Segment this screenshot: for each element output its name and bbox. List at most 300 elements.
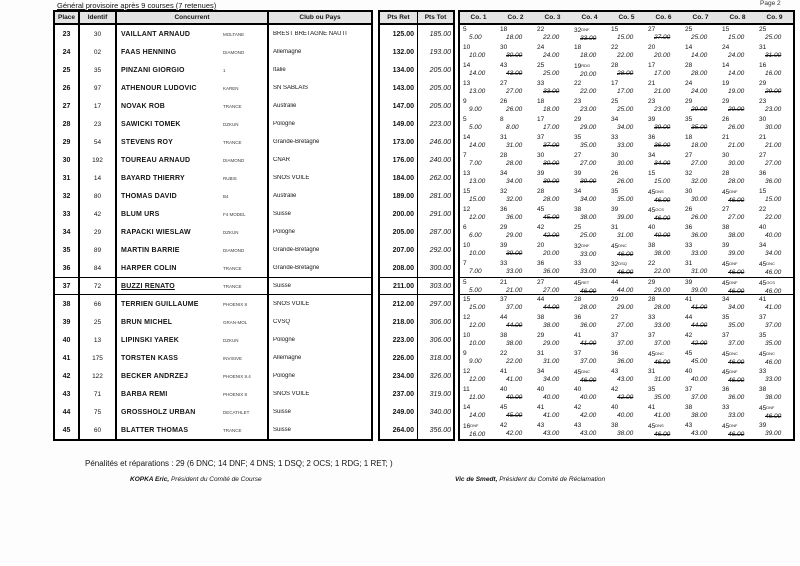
race-place (534, 152, 571, 160)
race-place-number: 33 (722, 404, 730, 411)
pts-ret-value: 264.00 (392, 426, 414, 434)
race-points: 38.00 (543, 322, 560, 329)
race-place-number: 20 (537, 242, 545, 249)
race-place (682, 242, 719, 250)
race-place (497, 224, 534, 232)
race-points: 27.00 (617, 322, 634, 329)
pts-tot-value: 297.00 (429, 300, 451, 308)
race-score-cell (645, 79, 682, 97)
race-score-cell (756, 223, 793, 241)
pts-ret-cell (380, 223, 418, 241)
race-place (645, 206, 682, 215)
race-place-number: 29 (574, 116, 582, 123)
race-points: 30.00 (728, 160, 745, 167)
rank-value: 39 (62, 318, 71, 326)
race-points: 35.00 (728, 322, 745, 329)
race-place-number: 45 (759, 405, 767, 412)
race-place (534, 188, 571, 196)
race-place-number: 22 (759, 206, 767, 213)
race-points: 18.00 (580, 52, 597, 59)
pts-tot-cell (418, 61, 453, 79)
race-points: 30.00 (543, 160, 560, 167)
pts-tot-cell (418, 25, 453, 43)
race-points: 26.00 (728, 124, 745, 131)
race-place-number: 35 (611, 188, 619, 195)
race-place (645, 116, 682, 124)
race-place (645, 260, 682, 268)
race-score-cell (608, 169, 645, 187)
sail-number-cell (80, 61, 117, 79)
race-score-cell (460, 205, 497, 223)
boat-name: KAREN (223, 85, 239, 91)
race-score-cell (719, 421, 756, 439)
race-points: 14.00 (691, 52, 708, 59)
race-score-cell (756, 169, 793, 187)
race-place-number: 37 (611, 332, 619, 339)
club-name: Pologne (273, 121, 296, 127)
race-place-number: 9 (463, 350, 467, 357)
race-score-cell (534, 367, 571, 385)
race-points: 21.00 (765, 142, 782, 149)
boat-name: TRANCE (223, 283, 242, 289)
race-place-number: 28 (685, 62, 693, 69)
boat-name: TRANCE (223, 265, 242, 271)
race-place (497, 368, 534, 376)
race-place-number: 35 (759, 332, 767, 339)
race-score-cell (756, 205, 793, 223)
race-points: 24.00 (728, 52, 745, 59)
race-place (719, 350, 756, 359)
race-status-code: RET (581, 280, 590, 285)
competitors-table-body (55, 25, 371, 439)
race-points: 43.00 (580, 430, 597, 437)
race-place (571, 404, 608, 412)
club-cell (269, 115, 371, 133)
race-score-cell (534, 241, 571, 259)
race-points: 43.00 (691, 430, 708, 437)
race-place (645, 152, 682, 160)
race-place (460, 404, 497, 412)
race-place-number: 23 (574, 98, 582, 105)
race-points: 42.00 (617, 394, 634, 401)
race-place (719, 404, 756, 412)
competitor-name: VAILLANT ARNAUD (121, 30, 191, 38)
race-score-cell (497, 97, 534, 115)
race-points: 31.00 (691, 268, 708, 275)
race-status-code: DNF (729, 189, 738, 194)
race-place-number: 41 (500, 368, 508, 375)
race-score-cell (571, 151, 608, 169)
race-scores-row (460, 79, 793, 97)
race-place-number: 40 (648, 224, 656, 231)
race-points: 22.00 (506, 358, 523, 365)
race-place-number: 27 (500, 80, 508, 87)
race-points: 45.00 (691, 358, 708, 365)
race-score-cell (756, 295, 793, 313)
race-points: 9.00 (469, 106, 482, 113)
pts-tot-cell (418, 151, 453, 169)
race-score-cell (756, 385, 793, 403)
competitor-name: PINZANI GIORGIO (121, 66, 185, 74)
race-place-number: 21 (648, 80, 656, 87)
competitor-cell (117, 349, 269, 367)
race-place (571, 170, 608, 178)
race-place (719, 152, 756, 160)
race-points: 22.00 (654, 268, 671, 275)
col-header-race-2: Co. 2 (507, 14, 524, 21)
race-place (719, 44, 756, 52)
sail-number-value: 30 (93, 30, 102, 38)
pts-tot-cell (418, 223, 453, 241)
race-place-number: 39 (500, 242, 508, 249)
race-score-cell (682, 421, 719, 439)
race-points: 33.00 (765, 376, 782, 383)
race-place-number: 40 (537, 386, 545, 393)
race-score-cell (534, 421, 571, 439)
pts-tot-value: 205.00 (429, 102, 451, 110)
race-place-number: 42 (500, 422, 508, 429)
race-place (497, 260, 534, 268)
race-place-number: 29 (685, 98, 693, 105)
race-score-cell (497, 61, 534, 79)
race-scores-row (460, 97, 793, 115)
club-cell (269, 259, 371, 277)
competitor-name: BAYARD THIERRY (121, 174, 185, 182)
pts-ret-cell (380, 259, 418, 277)
points-row (380, 115, 453, 133)
race-points: 26.00 (506, 106, 523, 113)
race-place-number: 44 (611, 279, 619, 286)
race-place (645, 26, 682, 34)
race-points: 46.00 (580, 288, 597, 295)
race-place (534, 332, 571, 340)
race-score-cell (497, 151, 534, 169)
table-row (55, 295, 371, 313)
race-points: 33.00 (691, 250, 708, 257)
race-points: 36.00 (617, 358, 634, 365)
race-points: 39.00 (728, 250, 745, 257)
table-row (55, 349, 371, 367)
pts-tot-value: 356.00 (429, 426, 451, 434)
race-place-number: 15 (611, 26, 619, 33)
race-points: 28.00 (728, 178, 745, 185)
race-score-cell (682, 151, 719, 169)
race-place (608, 44, 645, 52)
race-place (682, 188, 719, 196)
race-place (497, 422, 534, 430)
race-points: 37.00 (580, 358, 597, 365)
race-place-number: 29 (648, 279, 656, 286)
race-place (645, 332, 682, 340)
race-score-cell (682, 187, 719, 205)
boat-name: TRANCE (223, 427, 242, 433)
race-score-cell (645, 241, 682, 259)
sail-number-value: 42 (93, 210, 102, 218)
race-place (571, 368, 608, 377)
race-place (645, 98, 682, 106)
points-row (380, 43, 453, 61)
race-place-number: 45 (648, 423, 656, 430)
race-place (460, 26, 497, 34)
race-place-number: 27 (685, 152, 693, 159)
race-points: 27.00 (654, 34, 671, 41)
race-points: 33.00 (654, 322, 671, 329)
race-points: 40.00 (654, 232, 671, 239)
race-score-cell (571, 421, 608, 439)
race-place-number: 40 (500, 386, 508, 393)
race-place-number: 30 (611, 152, 619, 159)
points-table-body (380, 25, 453, 439)
club-name: Grande-Bretagne (273, 265, 320, 271)
race-score-cell (645, 61, 682, 79)
race-points: 15.00 (728, 34, 745, 41)
race-place-number: 42 (685, 332, 693, 339)
race-place (534, 386, 571, 394)
race-place-number: 15 (463, 188, 471, 195)
points-table-header (380, 12, 453, 25)
race-place-number: 31 (648, 368, 656, 375)
table-row (55, 313, 371, 331)
pts-ret-cell (380, 79, 418, 97)
race-place (645, 80, 682, 88)
race-place-number: 16 (463, 423, 471, 430)
competitor-cell (117, 169, 269, 187)
race-score-cell (719, 25, 756, 43)
race-place (460, 170, 497, 178)
rank-cell (55, 313, 80, 331)
race-place-number: 45 (574, 369, 582, 376)
race-place (497, 170, 534, 178)
rank-cell (55, 79, 80, 97)
race-place-number: 5 (463, 279, 467, 286)
table-row (55, 169, 371, 187)
race-points: 46.00 (617, 269, 634, 276)
race-points: 31.00 (506, 142, 523, 149)
race-scores-row (460, 313, 793, 331)
race-score-cell (682, 133, 719, 151)
race-place (460, 314, 497, 322)
race-points: 20.00 (543, 250, 560, 257)
table-row (55, 403, 371, 421)
race-points: 10.00 (469, 52, 486, 59)
club-name: BREST BRETAGNE NAUTI (273, 31, 347, 37)
race-points: 37.00 (506, 304, 523, 311)
race-score-cell (608, 385, 645, 403)
pts-ret-cell (380, 205, 418, 223)
protest-committee-title: Président du Comité de Réclamation (497, 476, 606, 483)
rank-value: 43 (62, 390, 71, 398)
pts-tot-cell (418, 187, 453, 205)
race-place (682, 26, 719, 34)
race-score-cell (682, 223, 719, 241)
race-points: 8.00 (506, 124, 519, 131)
club-cell (269, 25, 371, 43)
competitor-cell (117, 79, 269, 97)
race-points: 5.00 (469, 124, 482, 131)
rank-value: 32 (62, 192, 71, 200)
race-place (608, 422, 645, 430)
race-place-number: 30 (685, 188, 693, 195)
race-place-number: 40 (685, 368, 693, 375)
club-name: Suisse (273, 409, 292, 415)
race-score-cell (534, 43, 571, 61)
race-score-cell (497, 278, 534, 294)
race-place-number: 39 (611, 206, 619, 213)
sail-number-value: 89 (93, 246, 102, 254)
pts-tot-cell (418, 295, 453, 313)
competitor-name: SAWICKI TOMEK (121, 120, 181, 128)
race-place (682, 404, 719, 412)
pts-ret-cell (380, 25, 418, 43)
race-place (682, 368, 719, 376)
sail-number-cell (80, 43, 117, 61)
sail-number-value: 122 (92, 372, 103, 380)
race-score-cell (571, 259, 608, 277)
race-status-code: DNF (581, 27, 590, 32)
race-score-cell (682, 205, 719, 223)
race-place-number: 45 (722, 351, 730, 358)
rank-cell (55, 97, 80, 115)
race-place-number: 22 (648, 260, 656, 267)
race-committee-signature (130, 476, 262, 483)
race-status-code: DNC (618, 243, 627, 248)
race-score-cell (497, 187, 534, 205)
race-points: 31.00 (654, 376, 671, 383)
race-scores-row (460, 61, 793, 79)
race-points: 28.00 (691, 70, 708, 77)
race-place (497, 332, 534, 340)
table-row (55, 367, 371, 385)
club-name: Pologne (273, 373, 296, 379)
competitor-name: BRUN MICHEL (121, 318, 173, 326)
race-place-number: 34 (574, 188, 582, 195)
boat-name: DZKUN (223, 121, 239, 127)
race-score-cell (719, 259, 756, 277)
race-scores-row (460, 43, 793, 61)
race-score-cell (608, 403, 645, 421)
race-place-number: 40 (759, 224, 767, 231)
race-score-cell (460, 61, 497, 79)
race-place (571, 350, 608, 358)
club-name: Suisse (273, 427, 292, 433)
race-place (645, 296, 682, 304)
race-place (719, 386, 756, 394)
race-points: 32.00 (506, 196, 523, 203)
table-row (55, 115, 371, 133)
race-place (645, 422, 682, 431)
race-points: 18.00 (543, 106, 560, 113)
race-points: 44.00 (543, 304, 560, 311)
race-score-cell (571, 61, 608, 79)
club-cell (269, 349, 371, 367)
protest-committee-name: Vic de Smedt, (455, 476, 498, 483)
race-place (756, 152, 793, 160)
race-place (460, 422, 497, 431)
race-place-number: 24 (537, 44, 545, 51)
race-place-number: 39 (537, 170, 545, 177)
race-place-number: 14 (463, 62, 471, 69)
rank-value: 37 (62, 282, 71, 290)
race-place-number: 30 (722, 152, 730, 159)
race-place-number: 36 (759, 170, 767, 177)
race-place-number: 25 (574, 224, 582, 231)
pts-tot-value: 306.00 (429, 318, 451, 326)
race-place (645, 350, 682, 359)
boat-name: INVISIVE (223, 355, 243, 361)
race-place (534, 279, 571, 287)
sail-number-value: 25 (93, 318, 102, 326)
points-row (380, 277, 453, 295)
race-score-cell (534, 295, 571, 313)
race-score-cell (460, 97, 497, 115)
race-place-number: 10 (463, 242, 471, 249)
race-points: 12.00 (469, 214, 486, 221)
race-points: 44.00 (691, 322, 708, 329)
race-place-number: 32 (574, 243, 582, 250)
race-place-number: 36 (722, 386, 730, 393)
race-score-cell (608, 313, 645, 331)
rank-cell (55, 278, 80, 294)
race-place (756, 279, 793, 288)
pts-tot-value: 287.00 (429, 228, 451, 236)
race-place-number: 45 (722, 189, 730, 196)
rank-value: 42 (62, 372, 71, 380)
race-place-number: 45 (722, 423, 730, 430)
race-score-cell (756, 133, 793, 151)
race-place (719, 188, 756, 197)
sail-number-cell (80, 313, 117, 331)
race-score-cell (460, 295, 497, 313)
race-points: 22.00 (617, 52, 634, 59)
race-points: 10.00 (469, 340, 486, 347)
race-score-cell (756, 151, 793, 169)
competitors-table (53, 10, 373, 441)
race-place (645, 242, 682, 250)
sail-number-cell (80, 187, 117, 205)
competitors-table-header (55, 12, 371, 25)
race-place (682, 170, 719, 178)
club-name: SNOS VOILE (273, 301, 310, 307)
page-title: Général provisoire après 9 courses (7 retenues) (57, 1, 217, 10)
rank-value: 34 (62, 228, 71, 236)
race-points: 46.00 (654, 215, 671, 222)
pts-ret-value: 208.00 (392, 264, 414, 272)
sail-number-value: 192 (92, 156, 103, 164)
table-row (55, 223, 371, 241)
race-score-cell (719, 241, 756, 259)
race-score-cell (497, 43, 534, 61)
race-score-cell (460, 385, 497, 403)
race-points: 33.00 (543, 88, 560, 95)
race-place (460, 350, 497, 358)
sail-number-value: 13 (93, 336, 102, 344)
club-name: SN SABLAIS (273, 85, 309, 91)
pts-tot-cell (418, 385, 453, 403)
competitor-cell (117, 97, 269, 115)
race-place-number: 32 (685, 170, 693, 177)
race-place (608, 332, 645, 340)
col-header-race-5: Co. 5 (618, 14, 635, 21)
race-place (719, 332, 756, 340)
race-place (571, 260, 608, 268)
race-place (460, 188, 497, 196)
race-score-cell (497, 205, 534, 223)
competitor-name: RAPACKI WIESLAW (121, 228, 191, 236)
race-scores-row (460, 259, 793, 277)
race-score-cell (460, 367, 497, 385)
race-score-cell (719, 97, 756, 115)
race-place (719, 134, 756, 142)
